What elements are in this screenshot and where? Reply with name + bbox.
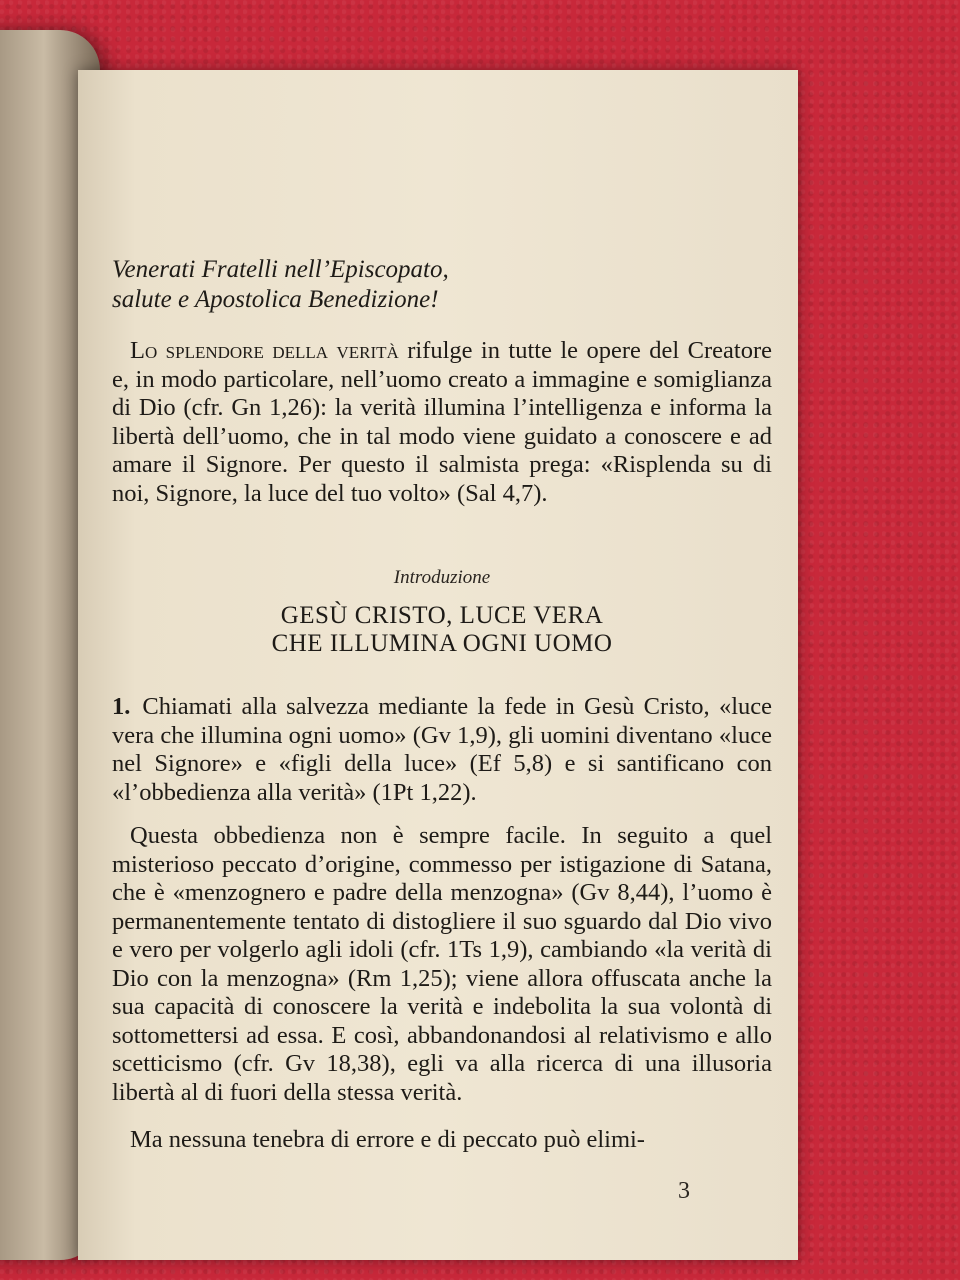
section-label: Introduzione <box>393 567 491 588</box>
paragraph-number: 1. <box>112 693 131 720</box>
opening-text: rifulge in tutte le opere del Creatore e, in modo particolare, nell’uomo creato a immagine e somiglianza di Dio (cfr. Gn 1,26): la verità illumina l’intelligenza e informa la libertà dell’uomo, che in tal modo viene guidato a conoscere e ad amare il Signore. Per questo il salmista prega: «Risplenda su di noi, Signore, la luce del tuo volto» (Sal 4,7). <box>112 337 772 507</box>
section-title-line-2: CHE ILLUMINA OGNI UOMO <box>271 630 613 657</box>
opening-paragraph <box>112 337 772 508</box>
salutation-line-2: salute e Apostolica Benedizione! <box>112 286 439 313</box>
book-page <box>78 70 798 1260</box>
salutation <box>112 255 772 315</box>
paragraph-2: Questa obbedienza non è sempre facile. In seguito a quel misterioso peccato d’origine, commesso per istigazione di Satana, che è «menzognero e padre della menzogna» (Gv 8,44), l’uomo è permanentemente tentato di distogliere il suo sguardo dal Dio vivo e vero per volgerlo agli idoli (cfr. 1Ts 1,9), cambiando «la verità di Dio con la menzogna» (Rm 1,25); viene allora offuscata anche la sua capacità di conoscere la verità e indebolita la sua volontà di sottomettersi ad essa. E così, abbandonandosi al relativismo e allo scetticismo (cfr. Gv 18,38), egli va alla ricerca di una illusoria libertà al di fuori della stessa verità. <box>112 822 772 1106</box>
page-number: 3 <box>678 1178 690 1204</box>
opening-lead: Lo splendore della verità <box>130 337 399 364</box>
section-title <box>112 602 772 658</box>
paragraph-1 <box>112 693 772 807</box>
salutation-line-1: Venerati Fratelli nell’Episcopato, <box>112 256 449 283</box>
section-title-line-1: GESÙ CRISTO, LUCE VERA <box>280 602 604 629</box>
paragraph-1-text: Chiamati alla salvezza mediante la fede in Gesù Cristo, «luce vera che illumina ogni uomo» (Gv 1,9), gli uomini diventano «luce nel Signore» e «figli della luce» (Ef 5,8) e si santificano con «l’obbedienza alla verità» (1Pt 1,22). <box>112 693 772 806</box>
paragraph-3: Ma nessuna tenebra di errore e di peccato può elimi- <box>130 1126 645 1153</box>
